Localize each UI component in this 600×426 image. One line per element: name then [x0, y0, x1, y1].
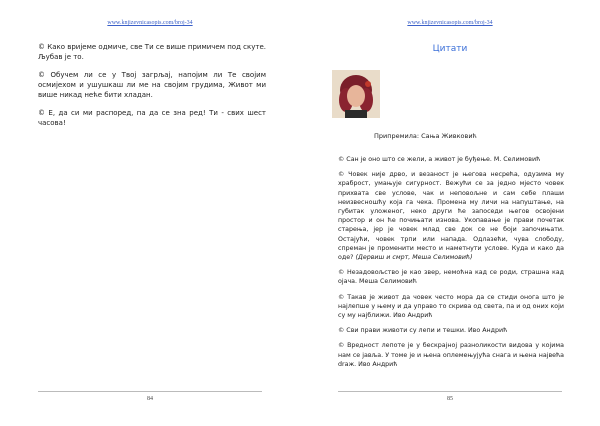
quote-source: (Дервиш и смрт, Меша Селимовић) [355, 254, 473, 262]
left-paragraph: © Како вријеме одмиче, све Ти се више примичем под скуте. Љубав је то. [38, 43, 266, 61]
quote-item: © Такав је живот да човек често мора да се стиди онога што је најлепше у њему и да управо то скрива од света, па и од оних који су му најближи. Иво Андрић [338, 293, 564, 320]
page-url[interactable]: www.knjizevnicasopis.com/broj-34 [407, 20, 493, 26]
page-number: 84 [147, 396, 153, 402]
author-photo [332, 70, 380, 118]
left-paragraph: © Обучем ли се у Твој загрљај, напојим ли Те својим осмијехом и ушушкаш ли ме на својим грудима, Живот ми више никад неће бити хладан. [38, 71, 266, 99]
quote-text: © Човек није дрво, и везаност је његова несрећа, одузима му храброст, умањује сигурност. Вежући се за једно мјесто човек прихвата све услове, чак и неповољне и сам себе плаши неизвесношћу која га чека. Промена му личи на напуштање, на губитак уложеног, неко други ће запоседи његов освојени простор и он ће почињати изнова. Укопавање је прави почетак старења, јер је човек млад све док се не боји започињати. Остајући, човек трпи или напада. Одлазећи, чува слободу, спреман је променити место и наметнути услове. Куда и како да оде? [338, 171, 564, 262]
page-title: Цитати [432, 44, 468, 54]
left-paragraph: © Е, да си ми распоред, па да се знa ред! Ти - свих шест часова! [38, 109, 266, 127]
quote-item: © Вредност лепоте је у бескрајној разноликости видова у којима нам се јавља. У томе је и њена оплемењујућа снага и њена највећа draж. Иво Андрић [338, 342, 564, 368]
left-text-block [38, 42, 266, 136]
author-credit: Припремила: Сања Живковић [374, 132, 477, 140]
quote-item [338, 170, 564, 262]
footer-divider [38, 391, 262, 392]
quotes-block [338, 155, 564, 375]
footer-divider [338, 391, 562, 392]
page-number: 85 [447, 396, 453, 402]
page-url[interactable]: www.knjizevnicasopis.com/broj-34 [107, 20, 193, 26]
quote-item: © Сви прави животи су лепи и тешки. Иво Андрић [338, 327, 508, 335]
quote-item: © Незадовољство је као звер, немоћна кад се роди, страшна кад ојача. Меша Селимовић [338, 269, 564, 286]
quote-item: © Сан је оно што се жели, а живот је буђење. М. Селимовић [338, 156, 541, 163]
